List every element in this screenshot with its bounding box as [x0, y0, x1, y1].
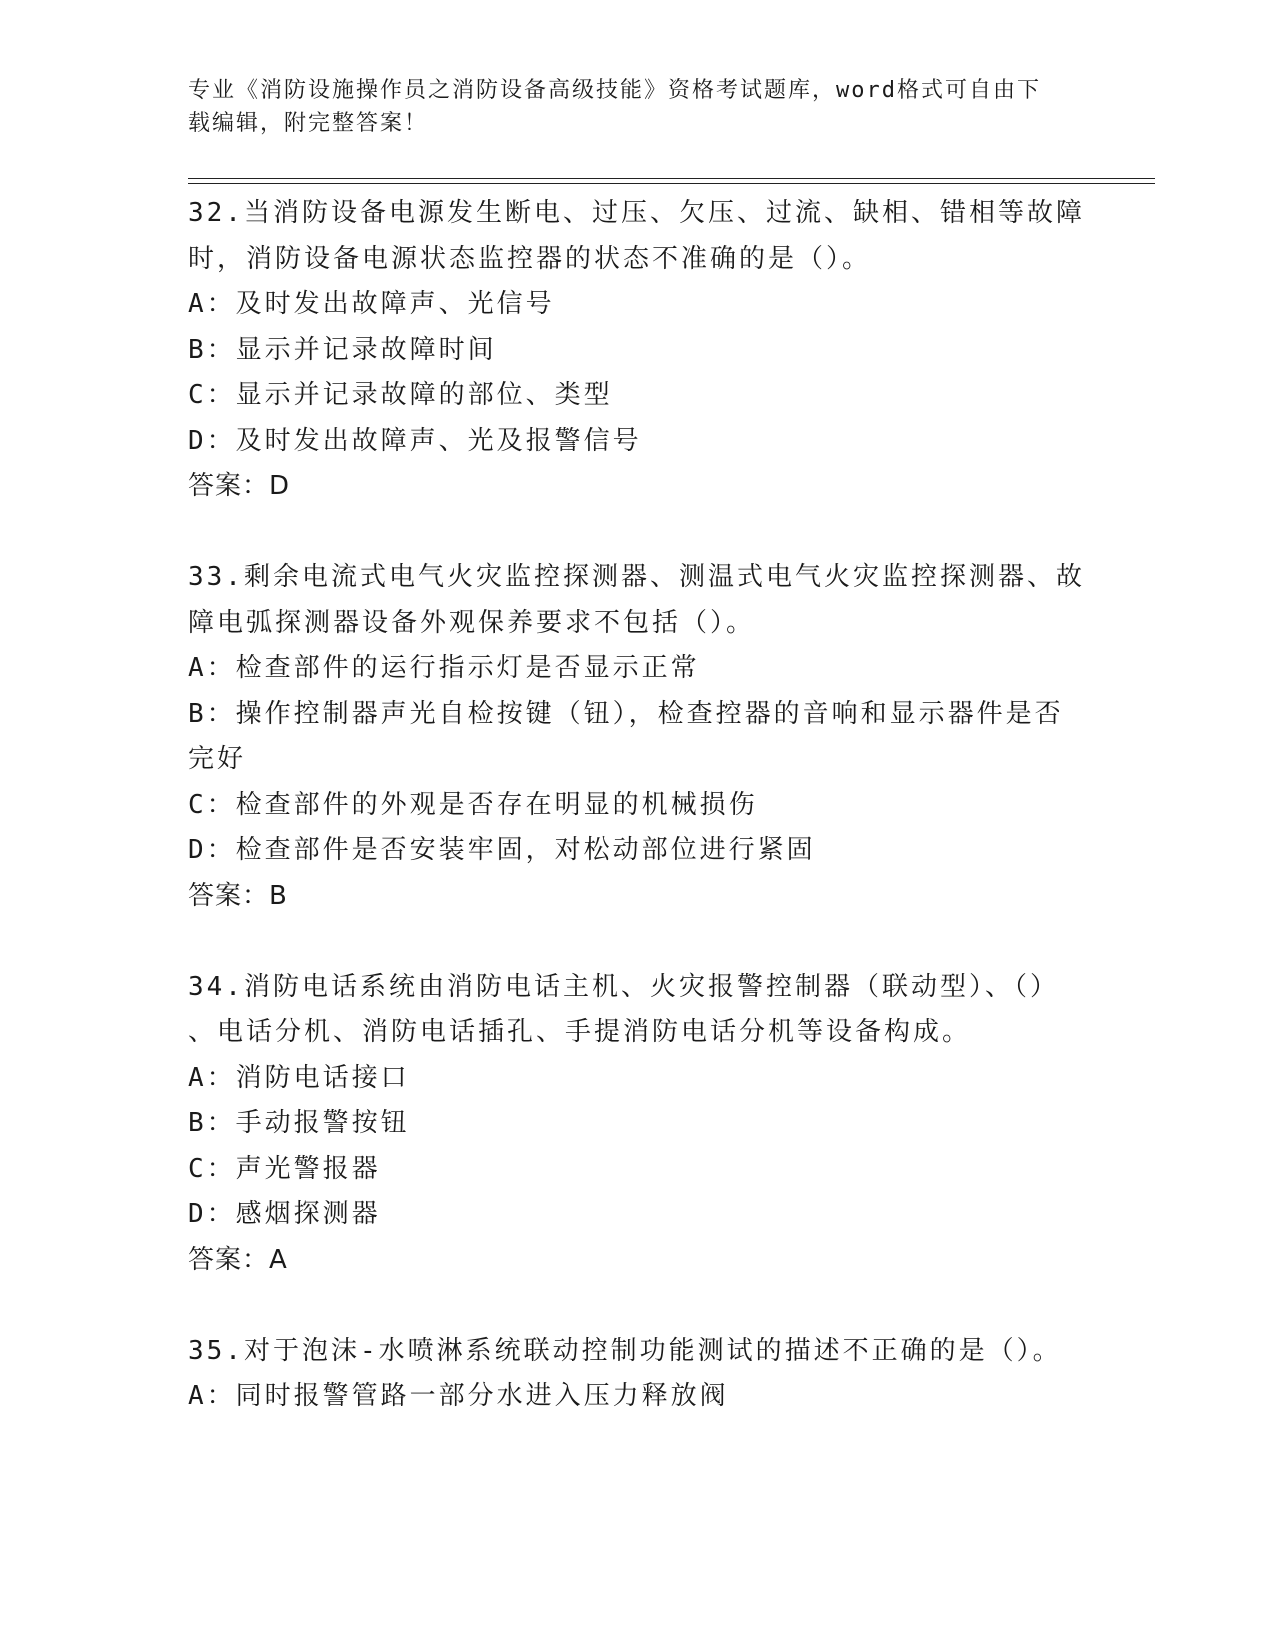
option-a: A：检查部件的运行指示灯是否显示正常 — [188, 653, 700, 683]
header-divider-top — [188, 178, 1155, 179]
option-a: A：及时发出故障声、光信号 — [188, 289, 555, 319]
question-spacer — [188, 510, 1088, 556]
question-stem-line: 33.剩余电流式电气火灾监控探测器、测温式电气火灾监控探测器、故 — [188, 562, 1085, 592]
question-stem-line: 时，消防设备电源状态监控器的状态不准确的是（）。 — [188, 243, 872, 274]
option-d: D：检查部件是否安装牢固，对松动部位进行紧固 — [188, 835, 816, 865]
question-stem-line: 32.当消防设备电源发生断电、过压、欠压、过流、缺相、错相等故障 — [188, 198, 1085, 228]
option-b: B：显示并记录故障时间 — [188, 334, 497, 365]
answer-line: 答案：B — [188, 880, 288, 911]
header-divider-bottom — [188, 183, 1155, 184]
question-32 — [188, 191, 1088, 510]
question-spacer — [188, 1283, 1088, 1329]
option-b: B：手动报警按钮 — [188, 1108, 410, 1138]
option-c: C：声光警报器 — [188, 1153, 381, 1184]
question-spacer — [188, 919, 1088, 965]
question-33 — [188, 555, 1088, 919]
option-a: A：消防电话接口 — [188, 1062, 410, 1093]
option-c: C：显示并记录故障的部位、类型 — [188, 380, 613, 410]
question-35 — [188, 1329, 1088, 1420]
option-d: D：及时发出故障声、光及报警信号 — [188, 425, 642, 456]
question-stem-line: 障电弧探测器设备外观保养要求不包括（）。 — [188, 607, 756, 638]
question-list — [188, 191, 1088, 1420]
answer-line: 答案：D — [188, 471, 291, 501]
question-stem-line: 34.消防电话系统由消防电话主机、火灾报警控制器（联动型）、（） — [188, 971, 1059, 1002]
option-c: C：检查部件的外观是否存在明显的机械损伤 — [188, 789, 758, 820]
question-34 — [188, 965, 1088, 1284]
question-stem-line: 35.对于泡沫-水喷淋系统联动控制功能测试的描述不正确的是（）。 — [188, 1335, 1062, 1366]
option-b: B：操作控制器声光自检按键（钮），检查控器的音响和显示器件是否 — [188, 698, 1064, 729]
question-stem-line: 、电话分机、消防电话插孔、手提消防电话分机等设备构成。 — [188, 1017, 972, 1047]
header-line-2: 载编辑，附完整答案！ — [188, 111, 429, 136]
answer-line: 答案：A — [188, 1244, 288, 1275]
option-b-continued: 完好 — [188, 744, 247, 774]
option-a: A：同时报警管路一部分水进入压力释放阀 — [188, 1381, 729, 1411]
option-d: D：感烟探测器 — [188, 1199, 381, 1229]
document-header — [188, 74, 1088, 140]
header-line-1: 专业《消防设施操作员之消防设备高级技能》资格考试题库，word格式可自由下 — [188, 78, 1041, 103]
